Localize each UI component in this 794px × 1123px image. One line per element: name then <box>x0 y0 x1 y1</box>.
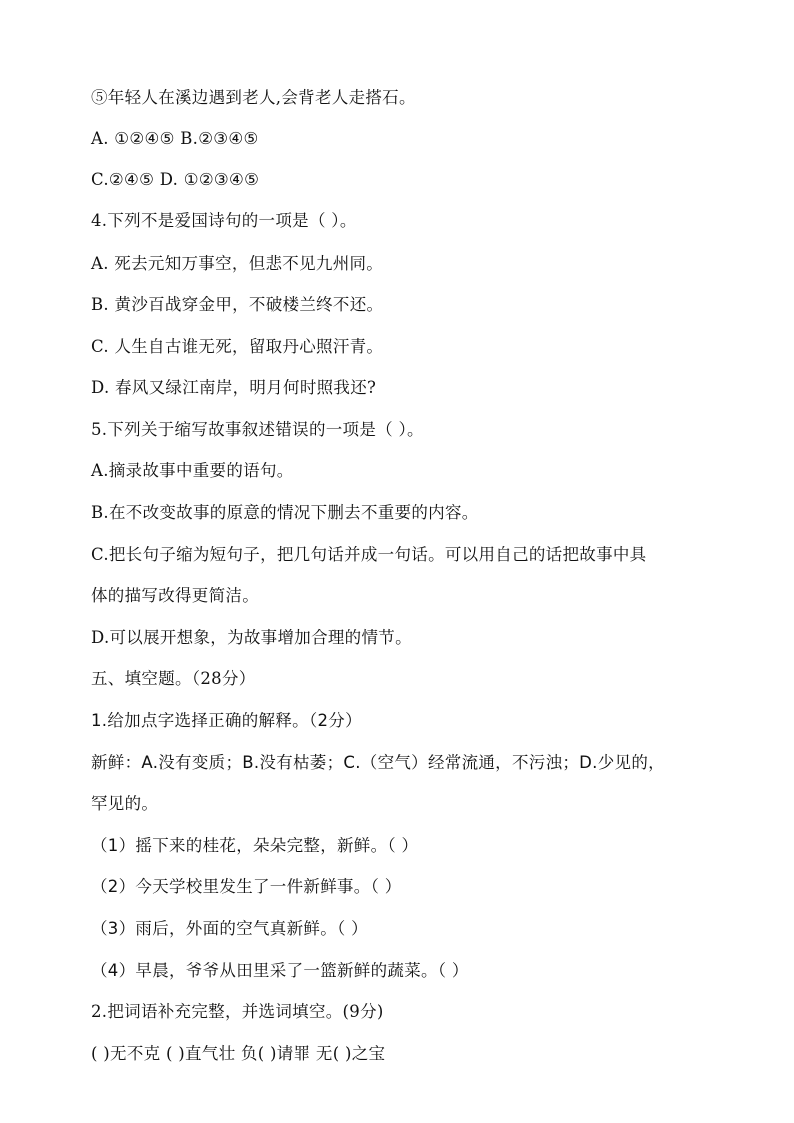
question-4-option-c: C. 人生自古谁无死，留取丹心照汗青。 <box>91 337 384 356</box>
option-line-5: ⑤年轻人在溪边遇到老人,会背老人走搭石。 <box>91 88 416 107</box>
question-5-option-c-continued: 体的描写改得更简洁。 <box>91 586 259 605</box>
sentence-item-2: （2）今天学校里发生了一件新鲜事。（ ） <box>91 877 402 896</box>
definition-line: 新鲜：A.没有变质；B.没有枯萎；C.（空气）经常流通，不污浊；D.少见的， <box>91 753 665 772</box>
question-4-option-a: A. 死去元知万事空，但悲不见九州同。 <box>91 254 384 273</box>
answer-choices-ab: A. ①②④⑤ B.②③④⑤ <box>91 129 259 148</box>
question-5: 5.下列关于缩写故事叙述错误的一项是（ ）。 <box>91 420 424 439</box>
fill-question-2: 2.把词语补充完整，并选词填空。(9分) <box>91 1002 384 1021</box>
question-5-option-c: C.把长句子缩为短句子，把几句话并成一句话。可以用自己的话把故事中具 <box>91 545 647 564</box>
question-4: 4.下列不是爱国诗句的一项是（ ）。 <box>91 211 357 230</box>
definition-line-continued: 罕见的。 <box>91 794 159 813</box>
question-5-option-d: D.可以展开想象，为故事增加合理的情节。 <box>91 628 412 647</box>
fill-question-1: 1.给加点字选择正确的解释。（2分） <box>91 711 362 730</box>
sentence-item-4: （4）早晨，爷爷从田里采了一篮新鲜的蔬菜。（ ） <box>91 961 469 980</box>
idiom-blanks-line: ( )无不克 ( )直气壮 负( )请罪 无( )之宝 <box>91 1044 386 1063</box>
answer-choices-cd: C.②④⑤ D. ①②③④⑤ <box>91 170 260 189</box>
question-4-option-b: B. 黄沙百战穿金甲，不破楼兰终不还。 <box>91 295 384 314</box>
question-5-option-a: A.摘录故事中重要的语句。 <box>91 461 294 480</box>
sentence-item-1: （1）摇下来的桂花，朵朵完整，新鲜。（ ） <box>91 836 419 855</box>
sentence-item-3: （3）雨后，外面的空气真新鲜。（ ） <box>91 919 368 938</box>
section-five-heading: 五、填空题。（28分） <box>91 669 256 688</box>
question-5-option-b: B.在不改变故事的原意的情况下删去不重要的内容。 <box>91 503 479 522</box>
question-4-option-d: D. 春风又绿江南岸，明月何时照我还? <box>91 378 377 397</box>
